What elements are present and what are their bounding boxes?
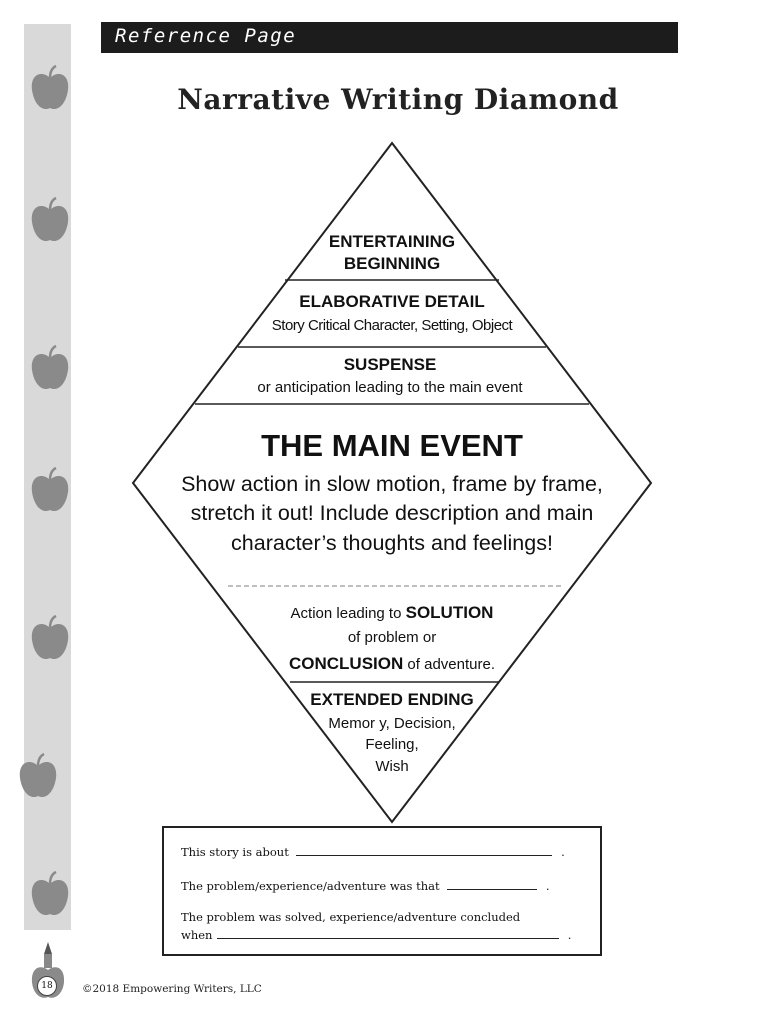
form-row-solved: The problem was solved, experience/adventure concluded — [181, 910, 521, 924]
solution-line1 — [240, 599, 544, 626]
form-period: . — [567, 928, 572, 942]
detail-section — [240, 292, 544, 334]
page-title: Narrative Writing Diamond — [177, 83, 619, 116]
detail-sub: Story Critical Character, Setting, Object — [271, 316, 513, 334]
when-blank[interactable] — [217, 926, 559, 939]
form-label-story: This story is about — [181, 845, 289, 859]
form-period: . — [561, 845, 565, 859]
solution-suffix: of adventure. — [403, 656, 495, 674]
form-period: . — [545, 879, 550, 893]
header-label: Reference Page — [115, 25, 297, 47]
form-row-when — [181, 926, 586, 942]
beginning-line2: BEGINNING — [343, 254, 441, 274]
copyright: ©2018 Empowering Writers, LLC — [82, 983, 262, 995]
beginning-section — [292, 231, 492, 275]
suspense-sub: or anticipation leading to the main event — [257, 378, 523, 396]
main-event-line1: Show action in slow motion, frame by frame, — [181, 471, 603, 496]
suspense-heading: SUSPENSE — [343, 355, 437, 374]
solution-line3 — [240, 650, 544, 677]
ending-heading: EXTENDED ENDING — [310, 690, 474, 709]
conclusion-keyword: CONCLUSION — [288, 654, 404, 674]
summary-form — [162, 826, 602, 956]
suspense-section — [215, 355, 565, 396]
solution-prefix: Action leading to — [290, 605, 406, 622]
solution-keyword: SOLUTION — [405, 603, 494, 622]
page-number: 18 — [37, 976, 57, 996]
ending-line2: Feeling, — [365, 736, 419, 754]
main-event-line3: character’s thoughts and feelings! — [231, 530, 553, 555]
solution-middle: of problem or — [347, 629, 437, 647]
form-row-story — [181, 843, 586, 859]
form-label-when: when — [181, 928, 213, 942]
ending-section — [292, 688, 492, 778]
ending-line1: Memor y, Decision, — [328, 714, 456, 732]
form-row-problem — [181, 877, 586, 893]
beginning-line1: ENTERTAINING — [328, 232, 456, 251]
problem-blank[interactable] — [447, 877, 537, 890]
main-event-line2: stretch it out! Include description and main — [190, 501, 594, 526]
form-label-problem: The problem/experience/adventure was that — [181, 879, 440, 893]
main-event-section — [150, 428, 634, 559]
solution-section — [240, 599, 544, 677]
story-blank[interactable] — [296, 843, 552, 856]
detail-heading: ELABORATIVE DETAIL — [299, 292, 485, 311]
main-event-heading: THE MAIN EVENT — [261, 428, 523, 463]
ending-line3: Wish — [375, 758, 409, 776]
